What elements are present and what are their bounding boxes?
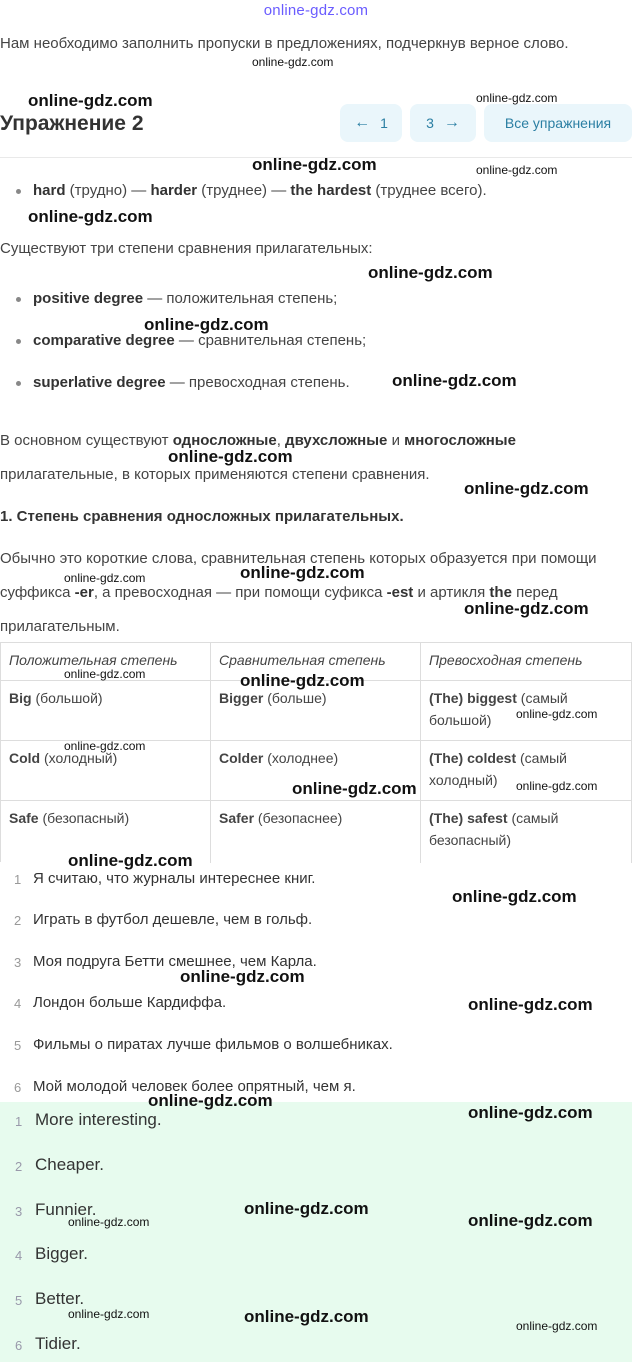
answer-number: 1 <box>15 1114 23 1129</box>
watermark: online-gdz.com <box>148 1091 273 1110</box>
question-text: Играть в футбол дешевле, чем в гольф. <box>33 911 313 928</box>
table-cell: Safer (безопаснее) <box>211 801 421 863</box>
watermark: online-gdz.com <box>464 599 589 618</box>
table-header-cell: Превосходная степень <box>421 643 632 681</box>
bullet-dot <box>16 189 21 194</box>
watermark: online-gdz.com <box>68 1307 150 1321</box>
degree-item: comparative degree — сравнительная степень; <box>33 332 367 349</box>
watermark: online-gdz.com <box>180 967 305 986</box>
answer-text: Cheaper. <box>35 1155 104 1174</box>
watermark: online-gdz.com <box>240 671 365 690</box>
site-logo[interactable]: online-gdz.com <box>263 2 369 19</box>
watermark: online-gdz.com <box>516 779 598 793</box>
answer-number: 6 <box>15 1338 23 1353</box>
answer-number: 2 <box>15 1159 23 1174</box>
table-cell: Colder (холоднее) <box>211 741 421 801</box>
watermark: online-gdz.com <box>392 371 517 390</box>
question-number: 4 <box>14 996 22 1011</box>
answer-number: 4 <box>15 1248 23 1263</box>
watermark: online-gdz.com <box>468 1211 593 1230</box>
question-text: Фильмы о пиратах лучше фильмов о волшебниках. <box>33 1036 393 1053</box>
arrow-right-icon: → <box>443 114 460 131</box>
table-cell: (The) biggest (самый большой) <box>421 681 632 741</box>
task-intro: Нам необходимо заполнить пропуски в предложениях, подчеркнув верное слово. <box>0 35 569 52</box>
watermark: online-gdz.com <box>68 1215 150 1229</box>
table-cell: Cold (холодный) <box>1 741 211 801</box>
syllables-paragraph: В основном существуют односложные, двухсложные и многосложные прилагательные, в которых применяются степени сравнения. <box>0 432 516 483</box>
watermark: online-gdz.com <box>64 571 146 585</box>
watermark: online-gdz.com <box>252 155 377 174</box>
table-cell: Safe (безопасный) <box>1 801 211 863</box>
watermark: online-gdz.com <box>64 739 146 753</box>
table-header-cell: Положительная степень <box>1 643 211 681</box>
table-header-cell: Сравнительная степень <box>211 643 421 681</box>
bullet-dot <box>16 339 21 344</box>
question-number: 3 <box>14 955 22 970</box>
bullet-dot <box>16 297 21 302</box>
next-exercise-label: 3 <box>426 115 434 131</box>
watermark: online-gdz.com <box>144 315 269 334</box>
question-number: 2 <box>14 913 22 928</box>
watermark: online-gdz.com <box>252 55 334 69</box>
watermark: online-gdz.com <box>516 707 598 721</box>
answer-text: More interesting. <box>35 1110 162 1129</box>
watermark: online-gdz.com <box>452 887 577 906</box>
watermark: online-gdz.com <box>168 447 293 466</box>
watermark: online-gdz.com <box>240 563 365 582</box>
all-exercises-button[interactable] <box>484 104 632 142</box>
section-heading: 1. Степень сравнения односложных прилагательных. <box>0 508 404 525</box>
prev-exercise-label: 1 <box>380 115 388 131</box>
all-exercises-label: Все упражнения <box>504 115 612 131</box>
bullet-dot <box>16 381 21 386</box>
table-cell: Bigger (больше) <box>211 681 421 741</box>
hard-comparison-line: hard (трудно) — harder (труднее) — the hardest (труднее всего). <box>33 182 487 199</box>
answer-text: Funnier. <box>35 1200 97 1219</box>
table-cell: Big (большой) <box>1 681 211 741</box>
watermark: online-gdz.com <box>68 851 193 870</box>
watermark: online-gdz.com <box>476 91 558 105</box>
degrees-intro: Существуют три степени сравнения прилагательных: <box>0 240 373 257</box>
arrow-left-icon: ← <box>354 114 371 131</box>
exercise-title: Упражнение 2 <box>0 112 144 135</box>
question-number: 1 <box>14 872 22 887</box>
degree-item: superlative degree — превосходная степень. <box>33 374 350 391</box>
watermark: online-gdz.com <box>292 779 417 798</box>
table-cell: (The) coldest (самый холодный) <box>421 741 632 801</box>
next-exercise-button[interactable] <box>410 104 476 142</box>
answer-number: 3 <box>15 1204 23 1219</box>
question-number: 5 <box>14 1038 22 1053</box>
watermark: online-gdz.com <box>244 1307 369 1326</box>
watermark: online-gdz.com <box>244 1199 369 1218</box>
answer-text: Tidier. <box>35 1334 81 1353</box>
question-number: 6 <box>14 1080 22 1095</box>
watermark: online-gdz.com <box>516 1319 598 1333</box>
suffix-paragraph: Обычно это короткие слова, сравнительная степень которых образуется при помощи суффикса -er, а превосходная — при помощи суфикса -est и артикля the перед прилагательным. <box>0 550 597 635</box>
answer-text: Better. <box>35 1289 85 1308</box>
question-text: Лондон больше Кардиффа. <box>33 994 227 1011</box>
question-text: Я считаю, что журналы интереснее книг. <box>33 870 316 887</box>
watermark: online-gdz.com <box>476 163 558 177</box>
prev-exercise-button[interactable] <box>340 104 402 142</box>
watermark: online-gdz.com <box>64 667 146 681</box>
table-cell: (The) safest (самый безопасный) <box>421 801 632 863</box>
watermark: online-gdz.com <box>28 91 153 110</box>
answer-text: Bigger. <box>35 1244 88 1263</box>
watermark: online-gdz.com <box>464 479 589 498</box>
watermark: online-gdz.com <box>28 207 153 226</box>
watermark: online-gdz.com <box>368 263 493 282</box>
question-text: Моя подруга Бетти смешнее, чем Карла. <box>33 953 317 970</box>
watermark: online-gdz.com <box>468 995 593 1014</box>
watermark: online-gdz.com <box>468 1103 593 1122</box>
question-text: Мой молодой человек более опрятный, чем я. <box>33 1078 356 1095</box>
degree-item: positive degree — положительная степень; <box>33 290 338 307</box>
answer-number: 5 <box>15 1293 23 1308</box>
